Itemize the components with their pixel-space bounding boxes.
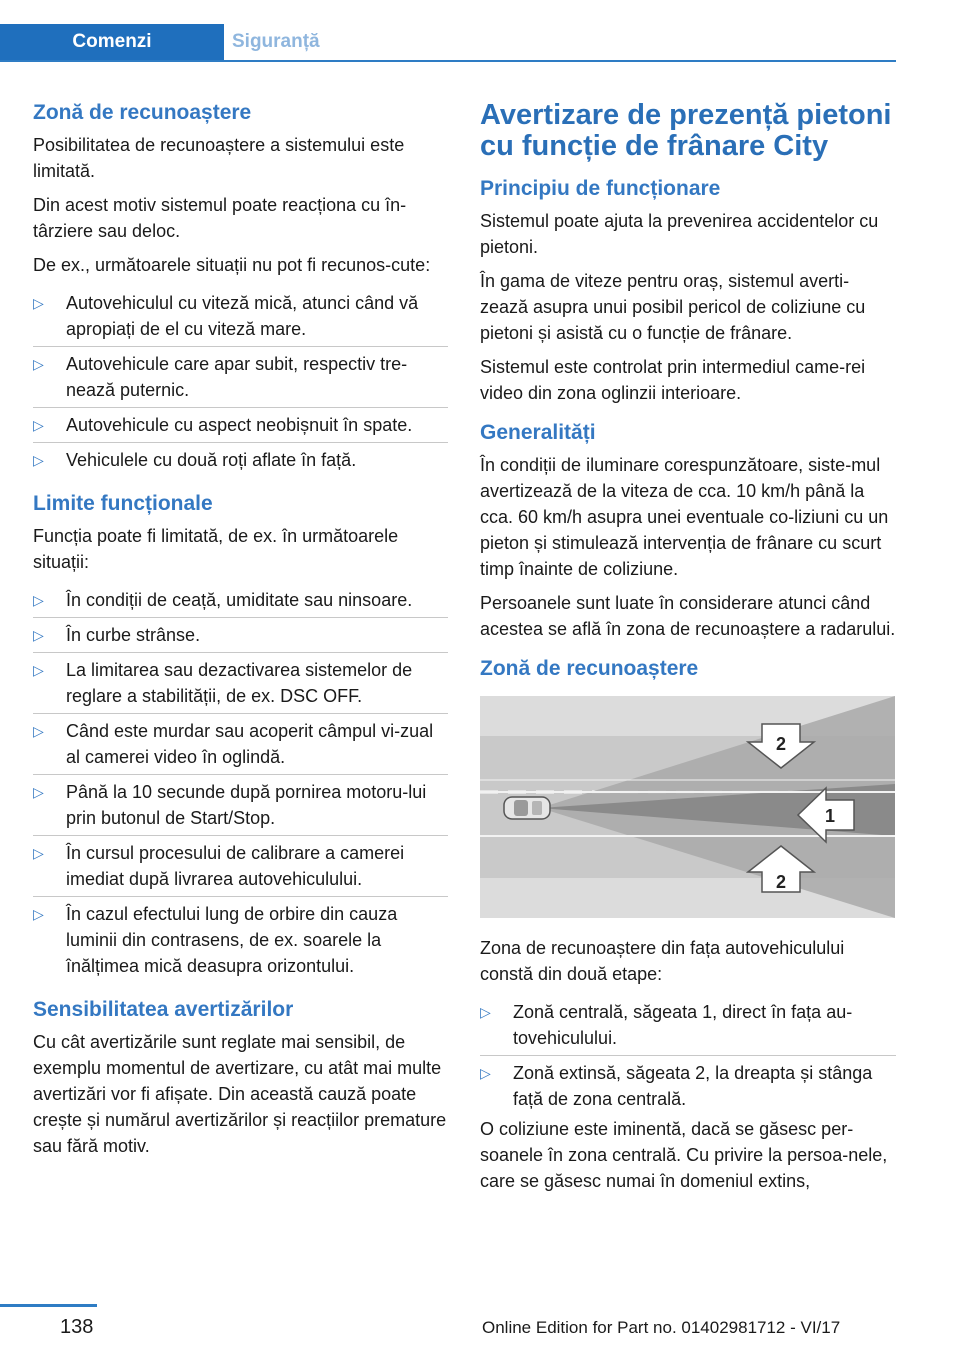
- svg-text:2: 2: [775, 872, 787, 892]
- triangle-bullet-icon: ▷: [480, 1004, 491, 1020]
- paragraph: Posibilitatea de recunoaștere a sistemului este limitată.: [33, 135, 405, 181]
- section-title-functional-limits: Limite funcționale: [33, 492, 213, 515]
- paragraph: Sistemul poate ajuta la prevenirea accidentelor cu pietoni.: [480, 211, 879, 257]
- page-number: 138: [60, 1316, 94, 1338]
- triangle-bullet-icon: ▷: [33, 784, 44, 800]
- tab-comenzi[interactable]: Comenzi: [0, 24, 224, 60]
- bullet-list: [33, 583, 448, 983]
- list-item: ▷ Zonă centrală, săgeata 1, direct în fața au‐tovehiculului.: [480, 995, 896, 1056]
- chapter-tabbar: [0, 24, 896, 62]
- paragraph: Din acest motiv sistemul poate reacționa cu în‐târziere sau deloc.: [33, 195, 407, 241]
- recognition-zone-diagram: [480, 696, 895, 918]
- section-title-recognition-zone-right: Zonă de recunoaștere: [480, 657, 699, 680]
- right-column: [480, 100, 896, 1202]
- footer-rule: [0, 1304, 97, 1307]
- section-title-recognition-zone: Zonă de recunoaștere: [33, 101, 252, 124]
- paragraph: În gama de viteze pentru oraș, sistemul averti‐zează asupra unui posibil pericol de coliziune cu pietoni și asistă cu o funcție de frânare.: [480, 271, 866, 343]
- paragraph: O coliziune este iminentă, dacă se găsesc per‐soanele în zona centrală. Cu privire la persoa‐nele, care se găsesc numai în domeniul extins,: [480, 1119, 888, 1191]
- triangle-bullet-icon: ▷: [33, 295, 44, 311]
- triangle-bullet-icon: ▷: [33, 356, 44, 372]
- triangle-bullet-icon: ▷: [33, 845, 44, 861]
- paragraph: Sistemul este controlat prin intermediul came‐rei video din zona oglinzii interioare.: [480, 357, 866, 403]
- triangle-bullet-icon: ▷: [33, 906, 44, 922]
- list-item: ▷ Autovehicule care apar subit, respectiv tre‐nează puternic.: [33, 347, 448, 408]
- paragraph: În condiții de iluminare corespunzătoare, siste‐mul avertizează de la viteza de cca. 10 km/h până la cca. 60 km/h asupra unei eventuale co‐liziuni cu un pieton și stimulează intervenția de frânare cu scurt timp înainte de coliziune.: [480, 455, 889, 579]
- left-column: [33, 100, 448, 1167]
- tab-siguranta[interactable]: Siguranță: [232, 31, 320, 52]
- section-title-operating-principle: Principiu de funcționare: [480, 177, 721, 200]
- triangle-bullet-icon: ▷: [33, 627, 44, 643]
- paragraph: Zona de recunoaștere din fața autovehiculului constă din două etape:: [480, 938, 845, 984]
- triangle-bullet-icon: ▷: [33, 662, 44, 678]
- list-item: ▷ Până la 10 secunde după pornirea motoru‐lui prin butonul de Start/Stop.: [33, 775, 448, 836]
- list-item: ▷ În cursul procesului de calibrare a camerei imediat după livrarea autovehiculului.: [33, 836, 448, 897]
- section-title-warning-sensitivity: Sensibilitatea avertizărilor: [33, 998, 294, 1021]
- triangle-bullet-icon: ▷: [33, 723, 44, 739]
- svg-text:1: 1: [824, 806, 836, 826]
- list-item: ▷ În curbe strânse.: [33, 618, 448, 653]
- list-item: ▷ În condiții de ceață, umiditate sau ninsoare.: [33, 583, 448, 618]
- section-title-general: Generalități: [480, 421, 596, 444]
- list-item: ▷ Autovehiculul cu viteză mică, atunci când vă apropiați de el cu viteză mare.: [33, 286, 448, 347]
- list-item: ▷ În cazul efectului lung de orbire din cauza luminii din contrasens, de ex. soarele la înălțimea mică deasupra orizontului.: [33, 897, 448, 983]
- list-item: ▷ La limitarea sau dezactivarea sistemelor de reglare a stabilității, de ex. DSC OFF.: [33, 653, 448, 714]
- paragraph: Funcția poate fi limitată, de ex. în următoarele situații:: [33, 526, 399, 572]
- paragraph: Cu cât avertizările sunt reglate mai sensibil, de exemplu momentul de avertizare, cu atât mai multe avertizări vor fi afișate. Din această cauză poate crește și numărul avertizărilor și reacțiilor premature sau fără motiv.: [33, 1032, 447, 1156]
- bullet-list: [480, 995, 896, 1116]
- list-item: ▷ Când este murdar sau acoperit câmpul vi‐zual al camerei video în oglindă.: [33, 714, 448, 775]
- list-item: ▷ Vehiculele cu două roți aflate în față.: [33, 443, 448, 477]
- bullet-list: [33, 286, 448, 477]
- triangle-bullet-icon: ▷: [33, 592, 44, 608]
- chapter-title-pedestrian-warning: Avertizare de prezență pietoni cu funcție de frânare City: [480, 99, 892, 162]
- edition-note: Online Edition for Part no. 01402981712 - VI/17: [482, 1318, 841, 1337]
- list-item: ▷ Autovehicule cu aspect neobișnuit în spate.: [33, 408, 448, 443]
- list-item: ▷ Zonă extinsă, săgeata 2, la dreapta și stânga față de zona centrală.: [480, 1056, 896, 1116]
- paragraph: De ex., următoarele situații nu pot fi recunos‐cute:: [33, 255, 431, 275]
- svg-text:2: 2: [775, 734, 787, 754]
- triangle-bullet-icon: ▷: [33, 452, 44, 468]
- car-icon: [504, 797, 550, 819]
- triangle-bullet-icon: ▷: [33, 417, 44, 433]
- paragraph: Persoanele sunt luate în considerare atunci când acestea se află în zona de recunoaștere a radarului.: [480, 593, 896, 639]
- triangle-bullet-icon: ▷: [480, 1065, 491, 1081]
